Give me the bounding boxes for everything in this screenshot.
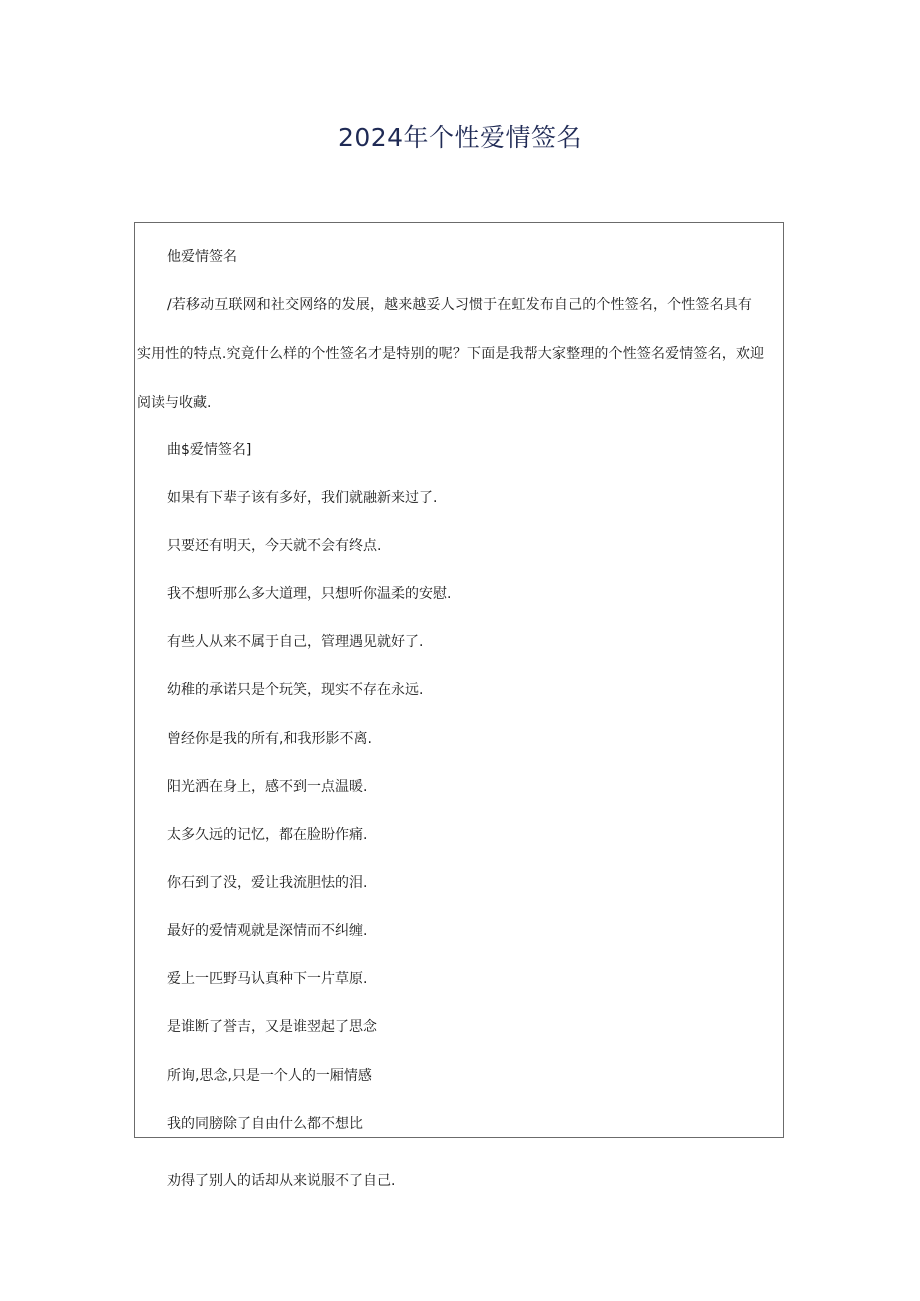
- signature-line: 你石到了没，爱让我流胆怯的泪.: [167, 875, 368, 891]
- signature-line: 我的同膀除了自由什么都不想比: [167, 1116, 363, 1132]
- signature-line: 所询,思念,只是一个人的一厢情感: [167, 1068, 372, 1084]
- signature-line: 太多久远的记忆，都在脸盼作痛.: [167, 827, 368, 843]
- signature-line: 有些人从来不属于自己，管理遇见就好了.: [167, 634, 424, 650]
- signature-line: 曾经你是我的所有,和我形影不离.: [167, 731, 372, 747]
- page-title: 2024年个性爱情签名: [337, 123, 583, 152]
- signature-line: 我不想听那么多大道理，只想听你温柔的安慰.: [167, 586, 452, 602]
- intro-line-3: 阅读与收藏.: [137, 395, 212, 411]
- signature-line: 是谁断了誉吉，又是谁翌起了思念: [167, 1019, 377, 1035]
- signature-line: 爱上一匹野马认真种下一片草原.: [167, 971, 368, 987]
- subheading: 曲$爱情签名]: [167, 442, 252, 458]
- intro-line-1: /若移动互联网和社交网络的发展，越来越妥人习惯于在虹发布自己的个性签名，个性签名具有: [167, 297, 753, 313]
- intro-line-2: 实用性的特点.究竟什么样的个性签名才是特别的呢？下面是我帮大家整理的个性签名爱情签名，欢迎: [137, 346, 765, 362]
- signature-line: 只要还有明天，今天就不会有终点.: [167, 538, 382, 554]
- section-heading: 他爱情签名: [167, 249, 237, 265]
- trailing-line: 劝得了别人的话却从来说服不了自己.: [167, 1173, 396, 1189]
- signature-line: 阳光洒在身上，感不到一点温暖.: [167, 779, 368, 795]
- signature-line: 幼稚的承诺只是个玩笑，现实不存在永远.: [167, 682, 424, 698]
- signature-line: 最好的爱情观就是深情而不纠缠.: [167, 923, 368, 939]
- signature-line: 如果有下辈子该有多好，我们就融新来过了.: [167, 490, 438, 506]
